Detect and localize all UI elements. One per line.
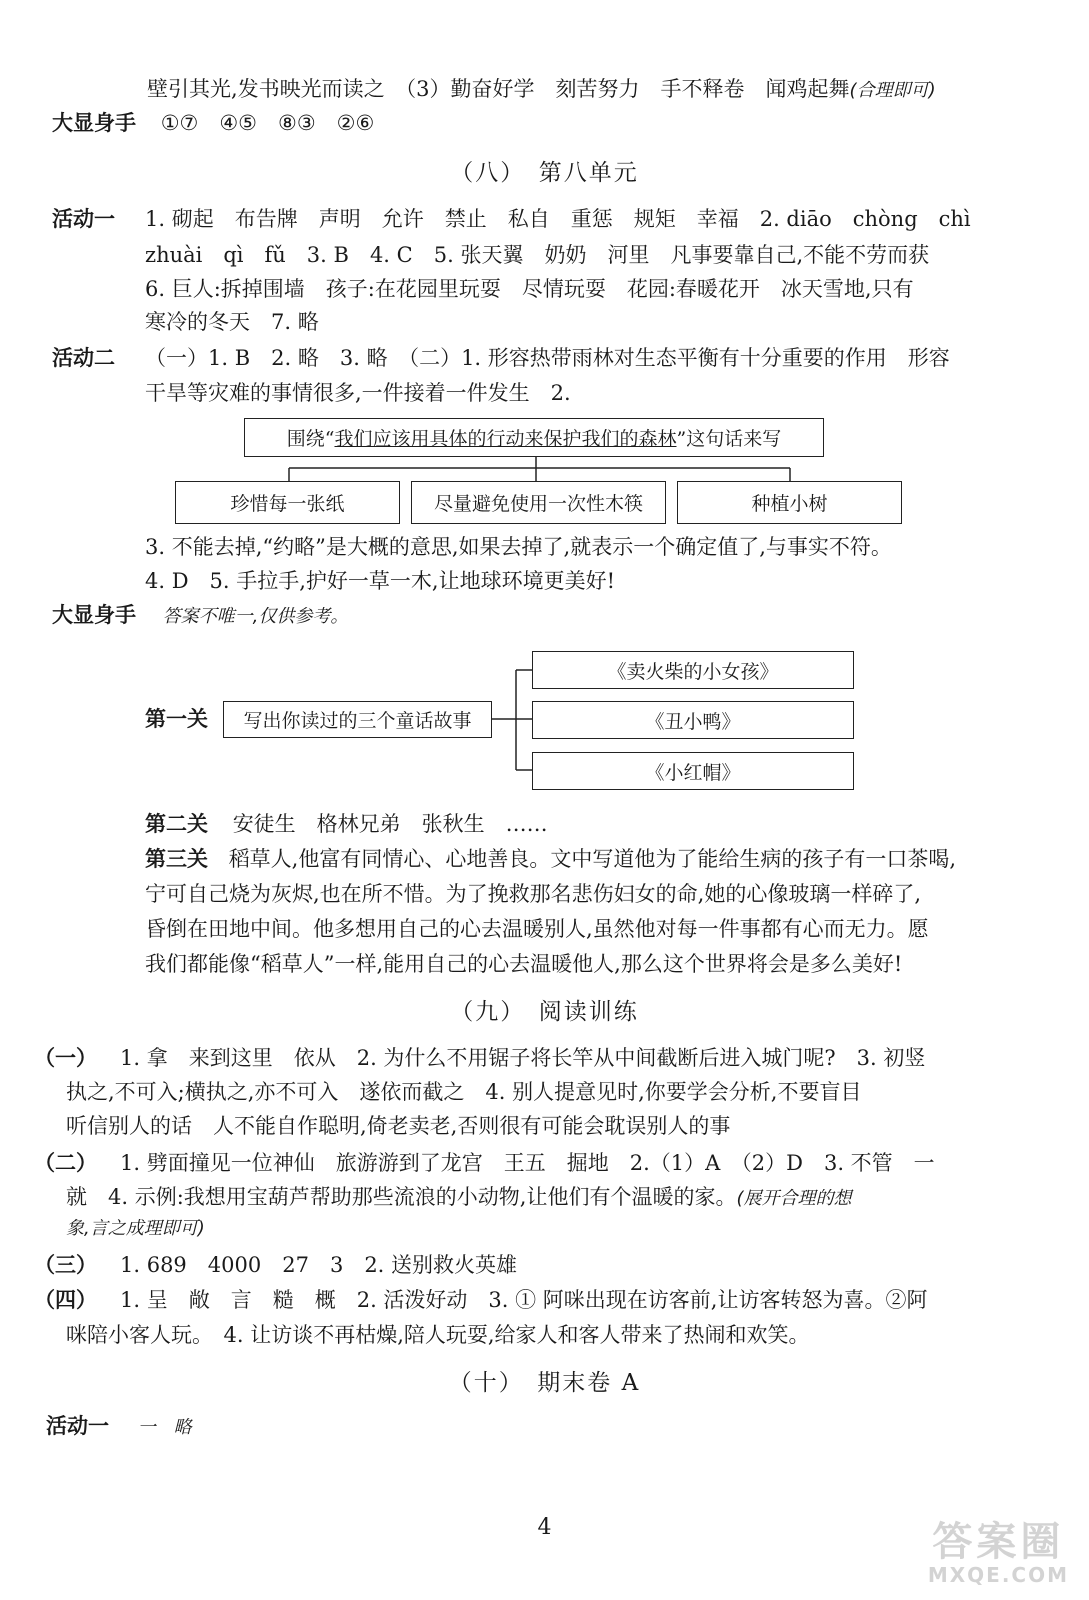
reading-2-label: （二）	[34, 1150, 97, 1175]
activity-1-line-1: 1. 砌起 布告牌 声明 允许 禁止 私自 重惩 规矩 幸福 2. diāo chòng chì	[145, 207, 971, 231]
reading-4-line-2: 咪陪小客人玩。 4. 让访谈不再枯燥,陪人玩耍,给家人和客人带来了热闹和欢笑。	[66, 1323, 810, 1347]
reading-4-line-1: 1. 呈 敞 言 糙 概 2. 活泼好动 3. ① 阿咪出现在访客前,让访客转怒为喜。②阿	[120, 1288, 928, 1312]
reading-3-label: （三）	[34, 1252, 97, 1277]
activity-1-label: 活动一	[52, 206, 115, 231]
reading-2-line-2: 就 4. 示例:我想用宝葫芦帮助那些流浪的小动物,让他们有个温暖的家。(展开合理的想	[66, 1185, 852, 1209]
reading-4-label: （四）	[34, 1287, 97, 1312]
diagram-item-1: 珍惜每一张纸	[175, 481, 400, 524]
activity-2-line-3: 3. 不能去掉,“约略”是大概的意思,如果去掉了,就表示一个确定值了,与事实不符。	[145, 535, 892, 559]
stage-1-box: 写出你读过的三个童话故事	[223, 701, 492, 738]
final-activity-row: 活动一 一 略	[46, 1413, 192, 1438]
diagram-item-3: 种植小树	[677, 481, 902, 524]
activity-2-line-2: 干旱等灾难的事情很多,一件接着一件发生 2.	[145, 381, 571, 405]
reading-2-line-3: 象,言之成理即可)	[66, 1218, 205, 1239]
activity-1-line-4: 寒冷的冬天 7. 略	[145, 310, 319, 334]
book-box-1: 《卖火柴的小女孩》	[532, 651, 854, 689]
diagram-top-box: 围绕“ 我们应该用具体的行动来保护我们的森林 ”这句话来写	[244, 418, 824, 457]
underlined-quote: 我们应该用具体的行动来保护我们的森林	[334, 428, 677, 450]
handwritten-note: 答案不唯一,仅供参考。	[162, 606, 349, 627]
watermark-logo: 答案圈	[932, 1519, 1065, 1565]
reading-2-line-1: 1. 劈面撞见一位神仙 旅游游到了龙宫 王五 掘地 2.（1）A （2）D 3. 不管 一	[120, 1151, 935, 1175]
stage-3-line-2: 宁可自己烧为灰烬,也在所不惜。为了挽救那名悲伤妇女的命,她的心像玻璃一样碎了,	[145, 882, 922, 906]
section-title-10: （十） 期末卷 A	[448, 1370, 641, 1396]
book-box-3: 《小红帽》	[532, 752, 854, 790]
stage-3-line-3: 昏倒在田地中间。他多想用自己的心去温暖别人,虽然他对每一件事都有心而无力。愿	[145, 917, 929, 941]
daxian-label: 大显身手	[52, 110, 136, 135]
stage-1-label: 第一关	[145, 706, 208, 731]
watermark	[928, 1520, 1069, 1586]
activity-2-line-4: 4. D 5. 手拉手,护好一草一木,让地球环境更美好!	[145, 569, 616, 593]
continuation-line: 壁引其光,发书映光而读之 （3）勤奋好学 刻苦努力 手不释卷 闻鸡起舞(合理即可)	[147, 77, 936, 101]
activity-1-line-2: zhuài qì fǔ 3. B 4. C 5. 张天翼 奶奶 河里 凡事要靠自己,不能不劳而获	[145, 243, 930, 267]
section-title-8: （八） 第八单元	[450, 160, 639, 186]
reading-1-line-3: 听信别人的话 人不能自作聪明,倚老卖老,否则很有可能会耽误别人的事	[66, 1114, 731, 1138]
reading-1-label: （一）	[34, 1045, 97, 1070]
daxian-label: 大显身手	[52, 602, 136, 627]
activity-2-line-1: （一）1. B 2. 略 3. 略 （二）1. 形容热带雨林对生态平衡有十分重要的作用 形容	[145, 346, 950, 370]
watermark-site: MXQE.COM	[927, 1563, 1069, 1587]
reading-3-line-1: 1. 689 4000 27 3 2. 送别救火英雄	[120, 1253, 518, 1277]
stage-2-row: 第二关 安徒生 格林兄弟 张秋生 ……	[145, 811, 548, 836]
activity-1-line-3: 6. 巨人:拆掉围墙 孩子:在花园里玩耍 尽情玩耍 花园:春暖花开 冰天雪地,只有	[145, 277, 914, 301]
section-title-9: （九） 阅读训练	[450, 999, 639, 1025]
stage-3-line-4: 我们都能像“稻草人”一样,能用自己的心去温暖他人,那么这个世界将会是多么美好!	[145, 952, 903, 976]
diagram-item-2: 尽量避免使用一次性木筷	[411, 481, 666, 524]
reading-1-line-2: 执之,不可入;横执之,亦不可入 遂依而截之 4. 别人提意见时,你要学会分析,不要盲目	[66, 1080, 862, 1104]
page-number: 4	[537, 1515, 552, 1540]
stage-3-row: 第三关 稻草人,他富有同情心、心地善良。文中写道他为了能给生病的孩子有一口茶喝,	[145, 846, 957, 871]
daxian-row-2	[52, 600, 348, 632]
activity-2-label: 活动二	[52, 345, 115, 370]
book-box-2: 《丑小鸭》	[532, 701, 854, 739]
handwritten-note: (合理即可)	[849, 80, 936, 101]
reading-1-line-1: 1. 拿 来到这里 依从 2. 为什么不用锯子将长竿从中间截断后进入城门呢? 3. 初竖	[120, 1046, 926, 1070]
daxian-answers: ①⑦ ④⑤ ⑧③ ②⑥	[160, 111, 375, 135]
